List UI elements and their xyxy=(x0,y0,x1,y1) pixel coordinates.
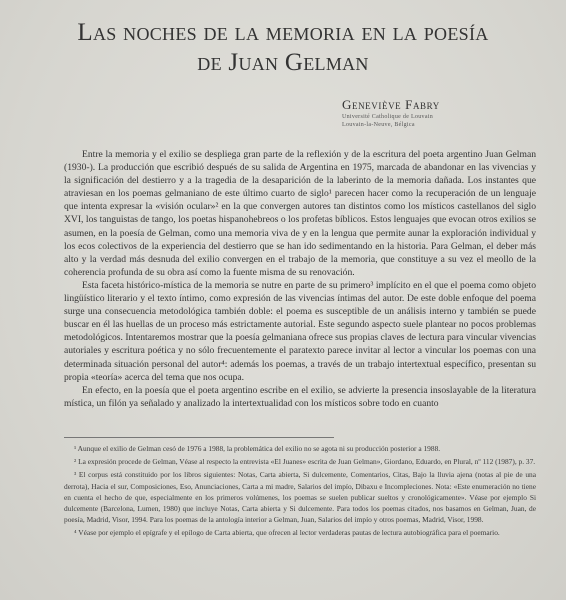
body-text xyxy=(64,148,536,410)
body-paragraph-3: En efecto, en la poesía que el poeta argentino escribe en el exilio, se advierte la presencia insoslayable de la literatura mística, un filón ya señalado y analizado la intertextualidad con los místicos sobre todo en cuanto xyxy=(64,384,536,409)
footnote-3: ³ El corpus está constituido por los libros siguientes: Notas, Carta abierta, Si dulcemente, Comentarios, Citas, Bajo la lluvia ajena (notas al pie de una derrota), Hacia el sur, Composiciones, Eso, Anunciaciones, Carta a mi madre, Salarios del impío, Dibaxu e Incompleciones. Nota: «Este enumeración no tiene en cuenta el hecho de que, especialmente en los primeros volúmenes, los poemas se suelen publicar sueltos y cronológicamente». Véase por ejemplo Si dulcemente (Barcelona, Lumen, 1980) que incluye Notas, Carta abierta y Si dulcemente. Para todos los poemas citados, nos basamos en Gelman, Juan, de poesía, Madrid, Visor, 1994. Para los poemas de la antología interior a Gelman, Juan, Salarios del impío y otros poemas, Madrid, Visor, 1998. xyxy=(64,470,536,525)
title-line-2: de Juan Gelman xyxy=(197,49,369,76)
title-line-1: Las noches de la memoria en la poesía xyxy=(77,19,489,46)
footnote-2: ² La expresión procede de Gelman, Véase al respecto la entrevista «El Juanes» escrita de Juan Gelman», Giordano, Eduardo, en Plural, nº 112 (1987), p. 37. xyxy=(74,457,536,467)
author-block xyxy=(342,97,482,129)
author-name: Geneviève Fabry xyxy=(342,97,440,112)
footnote-divider xyxy=(64,437,334,438)
author-affiliation-1: Université Catholique de Louvain xyxy=(342,114,434,120)
body-paragraph-1: Entre la memoria y el exilio se despliega gran parte de la reflexión y de la escritura del poeta argentino Juan Gelman (1930-). La producción que escribió después de su salida de Argentina en 1975, marcada de abandonar en las vivencias y la significación del destierro y a la tragedia de la desaparición de la laberinto de la memoria dañada. Los instantes que atraviesan en los poemas gelmaniano de este último cuarto de siglo¹ parecen hacer como la recuperación de un lenguaje que intenta expresar la «visión ocular»² en la que convergen autores tan distintos como los místicos castellanos del siglo XVI, los tanguistas de tango, los poetas hispanohebreos o los profetas bíblicos. Estos lenguajes que evocan otros exilios se asumen, en la poesía de Gelman, como una memoria viva de y en la lengua que permite aunar la exploración individual y los ecos colectivos de la experiencia del destierro que se han ido sedimentando en la historia. Para Gelman, el deber más alto y la verdad más desnuda del exilio convergen en el trabajo de la memoria, que constituye a su vez el meollo de la coherencia profunda de su obra así como la fuente misma de su renovación. xyxy=(64,149,536,278)
author-affiliation-2: Louvain-la-Neuve, Bélgica xyxy=(342,122,415,128)
footnote-1: ¹ Aunque el exilio de Gelman cesó de 1976 a 1988, la problemática del exilio no se agota ni su producción posterior a 1988. xyxy=(74,444,441,453)
page-title xyxy=(40,18,526,78)
footnotes xyxy=(64,443,536,541)
body-paragraph-2: Esta faceta histórico-mística de la memoria se nutre en parte de su primero³ implícito en el que el poema como objeto lingüístico literario y el texto íntimo, como expresión de las vivencias íntimas del autor. De este doble enfoque del poema surge una consecuencia metodológica también doble: el poema es susceptible de un análisis interno y también se puede buscar en él las huellas de un proceso más estrictamente autorial. Este segundo aspecto suele plantear no pocos problemas metodológicos. Intentaremos mostrar que la poesía gelmaniana ofrece sus propias claves de lectura para vincular vivencias autoriales y escritura poética y no sólo frecuentemente el paratexto parece invitar al lector a vincular los poemas con una determinada situación personal del autor⁴: además los poemas, a través de un trabajo intertextual específico, presentan su propia «teoría» acerca del tema que nos ocupa. xyxy=(64,279,536,383)
footnote-4: ⁴ Véase por ejemplo el epígrafe y el epílogo de Carta abierta, que ofrecen al lector verdaderas pautas de lectura autobiográfica para el poemario. xyxy=(74,528,500,538)
